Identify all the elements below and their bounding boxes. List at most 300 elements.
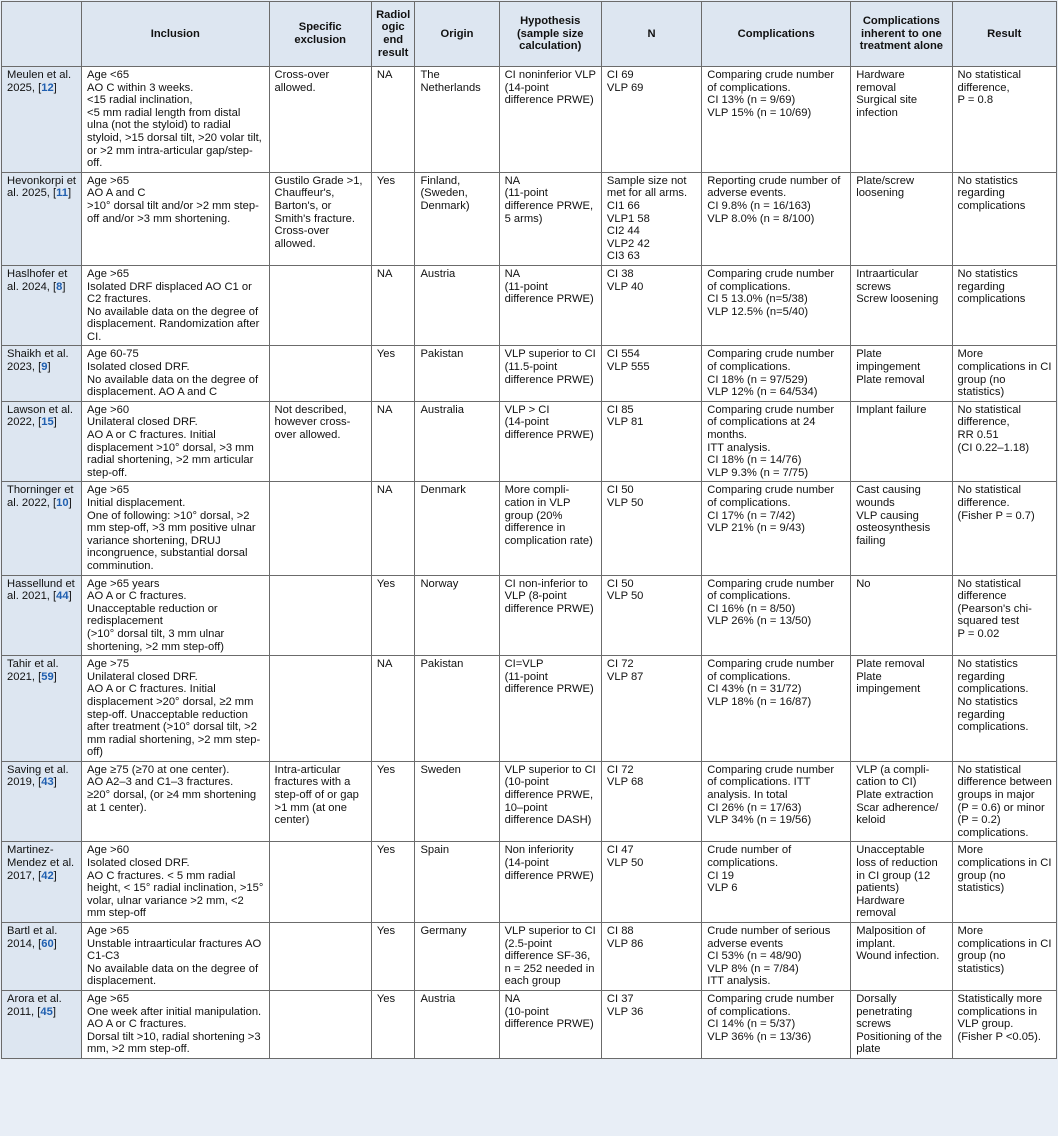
table-body bbox=[2, 67, 1057, 1059]
inclusion-line: Age >60 bbox=[87, 844, 130, 857]
inclusion-line: AO A or C fractures. bbox=[87, 590, 187, 603]
inherent-complications-line: Intraarticular screws bbox=[856, 267, 919, 293]
n-cell bbox=[601, 265, 701, 346]
reference-link[interactable]: 8 bbox=[56, 280, 63, 293]
inclusion-cell bbox=[82, 401, 269, 482]
exclusion-cell bbox=[269, 842, 371, 923]
radiologic-cell bbox=[371, 990, 415, 1058]
radiologic-cell bbox=[371, 482, 415, 575]
hypothesis-cell bbox=[499, 990, 601, 1058]
inherent-complications-line: Dorsally penetrating screws bbox=[856, 992, 913, 1031]
complications-cell bbox=[702, 575, 851, 656]
hypothesis-cell bbox=[499, 482, 601, 575]
reference-link[interactable]: 15 bbox=[41, 416, 54, 429]
study-cell bbox=[2, 656, 82, 762]
inclusion-line: No available data on the degree of displacement. Randomization after CI. bbox=[87, 305, 260, 343]
complications-line: CI 13% (n = 9/69) bbox=[707, 94, 796, 107]
inclusion-line: Age >60 bbox=[87, 403, 130, 416]
result-line: No statistical difference. bbox=[957, 484, 1021, 509]
origin-line: Spain bbox=[420, 844, 450, 857]
study-name: Arora et al. 2011, [ bbox=[7, 992, 62, 1018]
n-cell bbox=[601, 172, 701, 265]
origin-cell bbox=[415, 265, 499, 346]
result-line: No statistics regarding complications. bbox=[957, 695, 1029, 734]
inclusion-line: Age >65 bbox=[87, 174, 130, 187]
origin-line: Austria bbox=[420, 267, 456, 280]
reference-bracket: ] bbox=[53, 776, 57, 789]
inherent-complications-line: Plate removal bbox=[856, 658, 925, 671]
result-cell bbox=[952, 401, 1056, 482]
origin-line: Pakistan bbox=[420, 658, 464, 671]
inclusion-line: Age 60-75 bbox=[87, 348, 139, 361]
complications-line: VLP 34% (n = 19/56) bbox=[707, 814, 812, 827]
inherent-complications-line: Screw loosening bbox=[856, 293, 939, 306]
n-line: VLP 555 bbox=[606, 361, 650, 374]
inclusion-line: (>10° dorsal tilt, 3 mm ulnar shortening, >2 mm step-off) bbox=[87, 627, 225, 653]
radiologic-cell bbox=[371, 575, 415, 656]
origin-line: Sweden bbox=[420, 763, 461, 776]
n-line: CI 88 bbox=[606, 925, 634, 937]
inherent-complications-line: Malposition of implant. bbox=[856, 925, 926, 950]
table-row bbox=[2, 172, 1057, 265]
study-cell bbox=[2, 482, 82, 575]
inclusion-line: Initial displacement. bbox=[87, 497, 186, 509]
n-line: VLP 68 bbox=[606, 776, 644, 789]
complications-line: CI 19 bbox=[707, 869, 734, 882]
inclusion-line: One of following: >10° dorsal, >2 mm step-off, >3 mm positive ulnar variance shortening, DRUJ incongruence, substantial dorsal comminution. bbox=[87, 509, 256, 572]
n-line: CI3 63 bbox=[606, 250, 640, 263]
n-line: Sample size not met for all arms. bbox=[606, 174, 688, 200]
radiologic-value: NA bbox=[376, 403, 393, 416]
result-cell bbox=[952, 761, 1056, 842]
complications-line: Comparing crude number of complications. bbox=[707, 484, 835, 509]
complications-cell bbox=[702, 67, 851, 173]
n-line: VLP 40 bbox=[606, 280, 644, 293]
complications-line: Comparing crude number of complications at 24 months. bbox=[707, 403, 835, 442]
table-row bbox=[2, 265, 1057, 346]
inherent-complications-line: Hardware removal bbox=[856, 894, 905, 920]
complications-line: VLP 15% (n = 10/69) bbox=[707, 106, 812, 119]
inherent-complications-cell bbox=[851, 923, 952, 991]
study-cell bbox=[2, 575, 82, 656]
result-line: RR 0.51 bbox=[957, 429, 999, 442]
result-cell bbox=[952, 172, 1056, 265]
inclusion-line: Age >65 bbox=[87, 925, 130, 937]
study-cell bbox=[2, 401, 82, 482]
radiologic-value: Yes bbox=[376, 992, 396, 1005]
study-cell bbox=[2, 172, 82, 265]
inherent-complications-cell bbox=[851, 265, 952, 346]
complications-cell bbox=[702, 482, 851, 575]
complications-cell bbox=[702, 346, 851, 401]
table-row bbox=[2, 575, 1057, 656]
hypothesis-cell bbox=[499, 842, 601, 923]
origin-line: Australia bbox=[420, 403, 464, 416]
table-header bbox=[2, 2, 1057, 67]
hypothesis-cell bbox=[499, 923, 601, 991]
inclusion-cell bbox=[82, 761, 269, 842]
reference-link[interactable]: 60 bbox=[41, 937, 54, 950]
inherent-complications-cell bbox=[851, 482, 952, 575]
study-name: Martinez-Mendez et al. 2017, [ bbox=[7, 844, 75, 882]
complications-line: VLP 9.3% (n = 7/75) bbox=[707, 466, 809, 479]
table-row bbox=[2, 482, 1057, 575]
origin-line: Pakistan bbox=[420, 348, 464, 361]
table-row bbox=[2, 990, 1057, 1058]
origin-cell bbox=[415, 401, 499, 482]
complications-line: Comparing crude number of complications. bbox=[707, 658, 835, 683]
origin-cell bbox=[415, 990, 499, 1058]
inclusion-line: Dorsal tilt >10, radial shortening >3 mm, >2 mm step-off. bbox=[87, 1030, 261, 1056]
table-row bbox=[2, 761, 1057, 842]
radiologic-value: Yes bbox=[376, 844, 396, 857]
radiologic-value: Yes bbox=[376, 925, 396, 937]
hypothesis-line: CI noninferior VLP bbox=[504, 69, 596, 81]
reference-bracket: ] bbox=[53, 81, 57, 94]
exclusion-line: Gustilo Grade >1, Chauffeur's, Barton's, or Smith's fracture. Cross-over allowed. bbox=[274, 174, 363, 250]
complications-line: Reporting crude number of adverse events. bbox=[707, 174, 841, 200]
reference-link[interactable]: 42 bbox=[41, 869, 54, 882]
origin-cell bbox=[415, 575, 499, 656]
n-line: CI 72 bbox=[606, 658, 634, 671]
inherent-complications-line: No bbox=[856, 577, 871, 590]
n-line: CI 72 bbox=[606, 763, 634, 776]
reference-bracket: ] bbox=[62, 280, 66, 293]
complications-line: VLP 8.0% (n = 8/100) bbox=[707, 212, 815, 225]
header-result: Result bbox=[952, 2, 1056, 67]
origin-cell bbox=[415, 842, 499, 923]
inclusion-line: Unacceptable reduction or redisplacement bbox=[87, 602, 218, 628]
inherent-complications-line: Implant failure bbox=[856, 403, 927, 416]
origin-line: The Netherlands bbox=[420, 69, 481, 94]
study-name: Shaikh et al. 2023, [ bbox=[7, 348, 69, 374]
hypothesis-line: (11-point difference PRWE, 5 arms) bbox=[504, 187, 594, 225]
hypothesis-cell bbox=[499, 401, 601, 482]
hypothesis-line: VLP > CI bbox=[504, 403, 550, 416]
n-line: VLP 81 bbox=[606, 416, 644, 429]
studies-table bbox=[1, 1, 1057, 1059]
complications-line: VLP 18% (n = 16/87) bbox=[707, 695, 812, 708]
result-line: More complications in CI group (no statistics) bbox=[957, 348, 1052, 399]
hypothesis-cell bbox=[499, 656, 601, 762]
hypothesis-line: CI=VLP bbox=[504, 658, 544, 671]
reference-link[interactable]: 45 bbox=[40, 1005, 53, 1018]
inclusion-cell bbox=[82, 172, 269, 265]
inherent-complications-line: Plate extraction bbox=[856, 789, 934, 802]
inclusion-line: Isolated DRF displaced AO C1 or C2 fractures. bbox=[87, 280, 252, 306]
result-cell bbox=[952, 842, 1056, 923]
result-cell bbox=[952, 346, 1056, 401]
complications-line: Comparing crude number of complications. bbox=[707, 992, 835, 1018]
study-name: Bartl et al. 2014, [ bbox=[7, 925, 58, 950]
hypothesis-line: (14-point difference PRWE) bbox=[504, 857, 594, 882]
inherent-complications-line: Cast causing wounds bbox=[856, 484, 921, 509]
reference-bracket: ] bbox=[52, 1005, 56, 1018]
radiologic-value: NA bbox=[376, 484, 393, 497]
radiologic-cell bbox=[371, 401, 415, 482]
inherent-complications-line: Surgical site infection bbox=[856, 94, 918, 119]
origin-cell bbox=[415, 172, 499, 265]
exclusion-line: Cross-over allowed. bbox=[274, 69, 330, 94]
header-specific-exclusion: Specific exclusion bbox=[269, 2, 371, 67]
reference-bracket: ] bbox=[53, 937, 57, 950]
complications-cell bbox=[702, 923, 851, 991]
inclusion-line: <5 mm radial length from distal ulna (not the styloid) to radial styloid, >15 dorsal tilt, >20 volar tilt, or >2 mm intra-articular gap/step-off. bbox=[87, 106, 262, 170]
hypothesis-line: (11.5-point difference PRWE) bbox=[504, 361, 594, 386]
reference-link[interactable]: 44 bbox=[56, 590, 69, 603]
study-name: Meulen et al. 2025, [ bbox=[7, 69, 72, 94]
reference-bracket: ] bbox=[53, 416, 57, 429]
inherent-complications-cell bbox=[851, 656, 952, 762]
hypothesis-cell bbox=[499, 265, 601, 346]
result-cell bbox=[952, 656, 1056, 762]
inclusion-cell bbox=[82, 575, 269, 656]
inherent-complications-line: Hardware removal bbox=[856, 69, 905, 94]
complications-line: Comparing crude number of complications. bbox=[707, 577, 835, 603]
result-line: No statistical difference between groups in major bbox=[957, 763, 1052, 802]
exclusion-cell bbox=[269, 990, 371, 1058]
complications-line: VLP 12% (n = 64/534) bbox=[707, 386, 818, 399]
inclusion-line: AO A or C fractures. Initial displacement >20° dorsal, ≥2 mm step-off. Unacceptable reduction after treatment (>10° dorsal tilt, >2 mm radial shortening, >2 mm step-off) bbox=[87, 683, 261, 759]
inclusion-line: Age ≥75 (≥70 at one center). bbox=[87, 763, 230, 776]
study-cell bbox=[2, 761, 82, 842]
result-cell bbox=[952, 265, 1056, 346]
inclusion-line: No available data on the degree of displacement. bbox=[87, 962, 259, 988]
hypothesis-line: (14-point difference PRWE) bbox=[504, 416, 594, 442]
reference-link[interactable]: 12 bbox=[41, 81, 54, 94]
study-name: Tahir et al. 2021, [ bbox=[7, 658, 59, 683]
reference-link[interactable]: 11 bbox=[56, 187, 68, 200]
n-line: CI 85 bbox=[606, 403, 634, 416]
hypothesis-line: VLP superior to CI (2.5-point difference SF-36, n = 252 needed in each group bbox=[504, 925, 596, 988]
complications-line: CI 26% (n = 17/63) bbox=[707, 801, 802, 814]
n-cell bbox=[601, 401, 701, 482]
complications-line: VLP 8% (n = 7/84) bbox=[707, 962, 799, 975]
radiologic-cell bbox=[371, 842, 415, 923]
header-n: N bbox=[601, 2, 701, 67]
inherent-complications-line: VLP causing osteosynthesis failing bbox=[856, 509, 931, 547]
study-cell bbox=[2, 346, 82, 401]
inclusion-line: AO A or C fractures. bbox=[87, 1018, 187, 1031]
origin-cell bbox=[415, 656, 499, 762]
study-cell bbox=[2, 842, 82, 923]
table-row bbox=[2, 67, 1057, 173]
inclusion-cell bbox=[82, 842, 269, 923]
study-name: Lawson et al. 2022, [ bbox=[7, 403, 73, 429]
inclusion-line: Age >75 bbox=[87, 658, 130, 671]
inherent-complications-line: Wound infection. bbox=[856, 950, 940, 963]
study-name: Saving et al. 2019, [ bbox=[7, 763, 69, 789]
radiologic-value: Yes bbox=[376, 763, 396, 776]
inclusion-cell bbox=[82, 990, 269, 1058]
n-line: VLP 50 bbox=[606, 857, 644, 870]
reference-bracket: ] bbox=[67, 187, 72, 200]
result-line: (Fisher P = 0.7) bbox=[957, 509, 1035, 522]
n-line: VLP2 42 bbox=[606, 237, 650, 250]
complications-line: CI 9.8% (n = 16/163) bbox=[707, 199, 811, 212]
radiologic-cell bbox=[371, 761, 415, 842]
complications-line: CI 5 13.0% (n=5/38) bbox=[707, 293, 808, 306]
complications-line: CI 18% (n = 14/76) bbox=[707, 454, 802, 467]
header-complications: Complications bbox=[702, 2, 851, 67]
result-line: No statistics regarding complications bbox=[957, 267, 1026, 306]
hypothesis-line: Non inferiority bbox=[504, 844, 574, 857]
result-line: Statistically more complications in VLP group. bbox=[957, 992, 1043, 1031]
inclusion-line: Unilateral closed DRF. bbox=[87, 416, 198, 429]
inherent-complications-cell bbox=[851, 842, 952, 923]
inherent-complications-line: Unacceptable loss of reduction in CI group (12 patients) bbox=[856, 844, 938, 895]
n-cell bbox=[601, 990, 701, 1058]
inclusion-line: ≥20° dorsal, (or ≥4 mm shortening at 1 center). bbox=[87, 789, 257, 814]
study-name: Thorninger et al. 2022, [ bbox=[7, 484, 74, 509]
reference-link[interactable]: 59 bbox=[41, 670, 54, 683]
inclusion-line: No available data on the degree of displacement. AO A and C bbox=[87, 373, 259, 399]
hypothesis-cell bbox=[499, 575, 601, 656]
radiologic-value: Yes bbox=[376, 174, 396, 187]
inclusion-line: Age >65 bbox=[87, 484, 130, 497]
study-cell bbox=[2, 67, 82, 173]
n-line: CI 47 bbox=[606, 844, 634, 857]
complications-line: Comparing crude number of complications. bbox=[707, 348, 835, 374]
study-name: Hevonkorpi et al. 2025, [ bbox=[7, 174, 77, 200]
inherent-complications-cell bbox=[851, 575, 952, 656]
exclusion-cell bbox=[269, 265, 371, 346]
reference-bracket: ] bbox=[68, 497, 72, 509]
n-line: CI 69 bbox=[606, 69, 634, 81]
exclusion-line: Intra-articular fractures with a step-off of or gap >1 mm (at one center) bbox=[274, 763, 359, 827]
result-cell bbox=[952, 990, 1056, 1058]
inclusion-cell bbox=[82, 265, 269, 346]
inclusion-line: AO C within 3 weeks. bbox=[87, 81, 194, 94]
radiologic-value: NA bbox=[376, 69, 393, 81]
n-cell bbox=[601, 346, 701, 401]
inherent-complications-line: VLP (a compli-cation to CI) bbox=[856, 763, 930, 789]
inclusion-line: AO A and C bbox=[87, 187, 146, 200]
n-line: CI 554 bbox=[606, 348, 640, 361]
n-line: CI 50 bbox=[606, 484, 634, 497]
radiologic-cell bbox=[371, 172, 415, 265]
n-cell bbox=[601, 482, 701, 575]
exclusion-cell bbox=[269, 172, 371, 265]
complications-line: CI 16% (n = 8/50) bbox=[707, 602, 796, 615]
inherent-complications-line: Scar adherence/ keloid bbox=[856, 801, 939, 827]
hypothesis-line: (11-point difference PRWE) bbox=[504, 280, 594, 306]
n-line: VLP1 58 bbox=[606, 212, 650, 225]
study-name: Hassellund et al. 2021, [ bbox=[7, 577, 75, 603]
header-inherent-complications: Complications inherent to one treatment alone bbox=[851, 2, 952, 67]
complications-line: Comparing crude number of complications. bbox=[707, 69, 835, 94]
origin-cell bbox=[415, 67, 499, 173]
complications-line: Comparing crude number of complications. bbox=[707, 267, 835, 293]
result-line: (Fisher P <0.05). bbox=[957, 1030, 1041, 1043]
reference-link[interactable]: 9 bbox=[41, 361, 48, 374]
hypothesis-line: NA bbox=[504, 267, 521, 280]
result-line: No statistical difference, bbox=[957, 403, 1021, 429]
complications-cell bbox=[702, 990, 851, 1058]
table-row bbox=[2, 842, 1057, 923]
result-cell bbox=[952, 482, 1056, 575]
hypothesis-line: 10–point difference DASH) bbox=[504, 801, 592, 827]
inclusion-cell bbox=[82, 656, 269, 762]
hypothesis-line: More compli-cation in VLP group (20% difference in complication rate) bbox=[504, 484, 593, 547]
result-cell bbox=[952, 67, 1056, 173]
radiologic-cell bbox=[371, 656, 415, 762]
exclusion-cell bbox=[269, 761, 371, 842]
origin-cell bbox=[415, 482, 499, 575]
complications-line: CI 43% (n = 31/72) bbox=[707, 683, 802, 696]
hypothesis-cell bbox=[499, 761, 601, 842]
origin-line: Norway bbox=[420, 577, 459, 590]
hypothesis-cell bbox=[499, 67, 601, 173]
n-line: VLP 86 bbox=[606, 937, 644, 950]
header-row bbox=[2, 2, 1057, 67]
complications-line: VLP 12.5% (n=5/40) bbox=[707, 305, 809, 318]
n-line: CI 50 bbox=[606, 577, 634, 590]
inclusion-line: Age >65 years bbox=[87, 577, 160, 590]
radiologic-value: NA bbox=[376, 658, 393, 671]
origin-line: Finland, (Sweden, Denmark) bbox=[420, 174, 470, 212]
reference-link[interactable]: 43 bbox=[41, 776, 54, 789]
origin-cell bbox=[415, 346, 499, 401]
result-cell bbox=[952, 575, 1056, 656]
inclusion-line: Unilateral closed DRF. bbox=[87, 670, 198, 683]
n-line: CI2 44 bbox=[606, 225, 640, 238]
exclusion-cell bbox=[269, 482, 371, 575]
complications-line: CI 53% (n = 48/90) bbox=[707, 950, 802, 963]
inclusion-line: Age <65 bbox=[87, 69, 130, 81]
complications-line: Crude number of serious adverse events bbox=[707, 925, 831, 950]
exclusion-cell bbox=[269, 67, 371, 173]
complications-line: VLP 21% (n = 9/43) bbox=[707, 522, 805, 535]
study-cell bbox=[2, 265, 82, 346]
result-line: (P = 0.6) or minor (P = 0.2) complications. bbox=[957, 801, 1045, 839]
hypothesis-line: (11-point difference PRWE) bbox=[504, 670, 594, 696]
reference-link[interactable]: 10 bbox=[56, 497, 69, 509]
table-row bbox=[2, 656, 1057, 762]
origin-line: Denmark bbox=[420, 484, 466, 497]
hypothesis-line: (14-point difference PRWE) bbox=[504, 81, 594, 107]
complications-line: CI 17% (n = 7/42) bbox=[707, 509, 796, 522]
exclusion-cell bbox=[269, 346, 371, 401]
radiologic-cell bbox=[371, 346, 415, 401]
radiologic-value: Yes bbox=[376, 577, 396, 590]
radiologic-value: NA bbox=[376, 267, 393, 280]
study-cell bbox=[2, 923, 82, 991]
inherent-complications-line: Plate removal bbox=[856, 373, 925, 386]
n-cell bbox=[601, 67, 701, 173]
complications-cell bbox=[702, 172, 851, 265]
result-line: (CI 0.22–1.18) bbox=[957, 441, 1030, 454]
inclusion-line: Isolated closed DRF. bbox=[87, 361, 190, 374]
inherent-complications-cell bbox=[851, 761, 952, 842]
header-hypothesis: Hypothesis (sample size calculation) bbox=[499, 2, 601, 67]
complications-cell bbox=[702, 401, 851, 482]
hypothesis-cell bbox=[499, 346, 601, 401]
header-origin: Origin bbox=[415, 2, 499, 67]
inherent-complications-cell bbox=[851, 346, 952, 401]
header-inclusion: Inclusion bbox=[82, 2, 269, 67]
inclusion-line: Isolated closed DRF. bbox=[87, 857, 190, 870]
radiologic-cell bbox=[371, 923, 415, 991]
origin-cell bbox=[415, 761, 499, 842]
complications-line: ITT analysis. bbox=[707, 441, 771, 454]
inclusion-line: Unstable intraarticular fractures AO C1-C3 bbox=[87, 937, 262, 963]
hypothesis-cell bbox=[499, 172, 601, 265]
result-line: No statistical difference (Pearson's chi-squared test bbox=[957, 577, 1032, 628]
complications-line: ITT analysis. bbox=[707, 975, 771, 988]
n-cell bbox=[601, 656, 701, 762]
header-study bbox=[2, 2, 82, 67]
